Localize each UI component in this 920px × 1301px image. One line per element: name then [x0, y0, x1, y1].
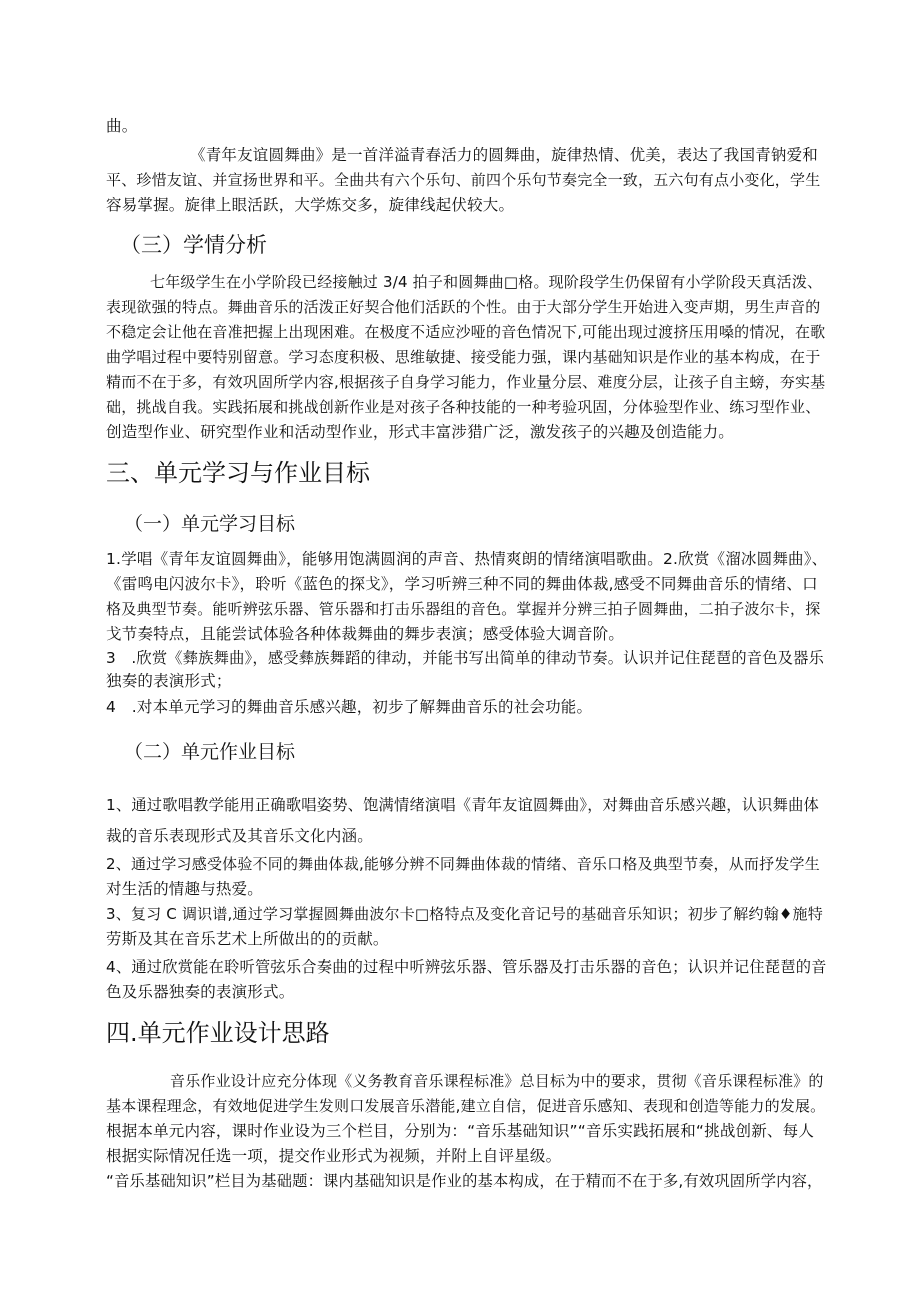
paragraph-line: 平、珍惜友谊、并宣扬世界和平。全曲共有六个乐句、前四个乐句节奏完全一致，五六句有点小变化，学生: [106, 171, 821, 189]
paragraph-line: 《雷鸣电闪波尔卡》，聆听《蓝色的探戈》，学习听辨三种不同的舞曲体裁,感受不同舞曲音乐的情绪、口: [106, 575, 818, 593]
chapter-heading-unit-goals: 三、单元学习与作业目标: [106, 459, 370, 487]
paragraph-line: 音乐作业设计应充分体现《义务教育音乐课程标准》总目标为中的要求，贯彻《音乐课程标准》的: [170, 1072, 824, 1090]
paragraph-line: 七年级学生在小学阶段已经接触过 3/4 拍子和圆舞曲□格。现阶段学生仍保留有小学阶段天真活泼、: [150, 273, 823, 291]
paragraph-line: 1、通过歌唱教学能用正确歌唱姿势、饱满情绪演唱《青年友谊圆舞曲》，对舞曲音乐感兴趣，认识舞曲体: [106, 796, 819, 814]
paragraph-line: 劳斯及其在音乐艺术上所做出的的贡献。: [106, 930, 389, 948]
paragraph-line: 对生活的情趣与热爱。: [106, 880, 264, 898]
paragraph-line: 3、复习 C 调识谱,通过学习掌握圆舞曲波尔卡□格特点及变化音记号的基础音乐知识；初步了解约翰♦施特: [106, 905, 823, 923]
paragraph-line: 曲学唱过程中要特别留意。学习态度积极、思维敏捷、接受能力强，课内基础知识是作业的基本构成，在于: [106, 348, 821, 366]
paragraph-line: 础，挑战自我。实践拓展和挑战创新作业是对孩子各种技能的一种考验巩固，分体验型作业、练习型作业、: [106, 398, 821, 416]
section-heading-learning-goals: （一）单元学习目标: [124, 513, 296, 535]
paragraph-line: 2、通过学习感受体验不同的舞曲体裁,能够分辨不同舞曲体裁的情绪、音乐口格及典型节奏，从而抒发学生: [106, 855, 820, 873]
paragraph-line: 曲。: [106, 117, 138, 135]
paragraph-line: 精而不在于多，有效巩固所学内容,根据孩子自身学习能力，作业量分层、难度分层，让孩子自主螃，夯实基: [106, 373, 826, 391]
paragraph-line: 表现欲强的特点。舞曲音乐的活泼正好契合他们活跃的个性。由于大部分学生开始进入变声期，男生声音的: [106, 298, 821, 316]
paragraph-line: 根据实际情况任选一项，提交作业形式为视频，并附上自评星级。: [106, 1147, 562, 1165]
paragraph-line: 基本课程理念，有效地促进学生发则口发展音乐潜能,建立自信，促进音乐感知、表现和创造等能力的发展。: [106, 1097, 826, 1115]
paragraph-line: 创造型作业、研究型作业和活动型作业，形式丰富涉猎广泛，激发孩子的兴趣及创造能力。: [106, 423, 735, 441]
chapter-heading-design-ideas: 四.单元作业设计思路: [106, 1019, 330, 1047]
paragraph-line: 独奏的表演形式；: [106, 672, 232, 690]
paragraph-line: “音乐基础知识”栏目为基础题：课内基础知识是作业的基本构成，在于精而不在于多,有效巩固所学内容，: [106, 1172, 823, 1190]
section-heading-learner-analysis: （三）学情分析: [120, 233, 267, 257]
paragraph-line: 4 .对本单元学习的舞曲音乐感兴趣，初步了解舞曲音乐的社会功能。: [106, 698, 593, 716]
paragraph-line: 裁的音乐表现形式及其音乐文化内涵。: [106, 827, 373, 845]
paragraph-line: 根据本单元内容，课时作业设为三个栏目，分别为：“音乐基础知识”“音乐实践拓展和“挑战创新、每人: [106, 1122, 815, 1140]
paragraph-line: 3 .欣赏《彝族舞曲》，感受彝族舞蹈的律动，并能书写出简单的律动节奏。认识并记住琵琶的音色及器乐: [106, 649, 825, 667]
paragraph-line: 1.学唱《青年友谊圆舞曲》，能够用饱满圆润的声音、热情爽朗的情绪演唱歌曲。2.欣赏《溜冰圆舞曲》、: [106, 550, 828, 568]
paragraph-line: 《青年友谊圆舞曲》是一首洋溢青春活力的圆舞曲，旋律热情、优美，表达了我国青钠爱和: [190, 146, 819, 164]
paragraph-line: 容易掌握。旋律上眼活跃，大学炼交多，旋律线起伏较大。: [106, 196, 515, 214]
section-heading-homework-goals: （二）单元作业目标: [124, 741, 296, 763]
paragraph-line: 戈节奏特点，且能尝试体验各种体裁舞曲的舞步表演；感受体验大调音阶。: [106, 625, 625, 643]
paragraph-line: 4、通过欣赏能在聆听管弦乐合奏曲的过程中听辨弦乐器、管乐器及打击乐器的音色；认识并记住琵琶的音: [106, 958, 827, 976]
paragraph-line: 不稳定会让他在音准把握上出现困难。在极度不适应沙哑的音色情况下,可能出现过渡挤压用嗓的情况，在歌: [106, 323, 826, 341]
paragraph-line: 色及乐器独奏的表演形式。: [106, 983, 295, 1001]
paragraph-line: 格及典型节奏。能听辨弦乐器、管乐器和打击乐器组的音色。掌握并分辨三拍子圆舞曲，二拍子波尔卡，探: [106, 600, 821, 618]
